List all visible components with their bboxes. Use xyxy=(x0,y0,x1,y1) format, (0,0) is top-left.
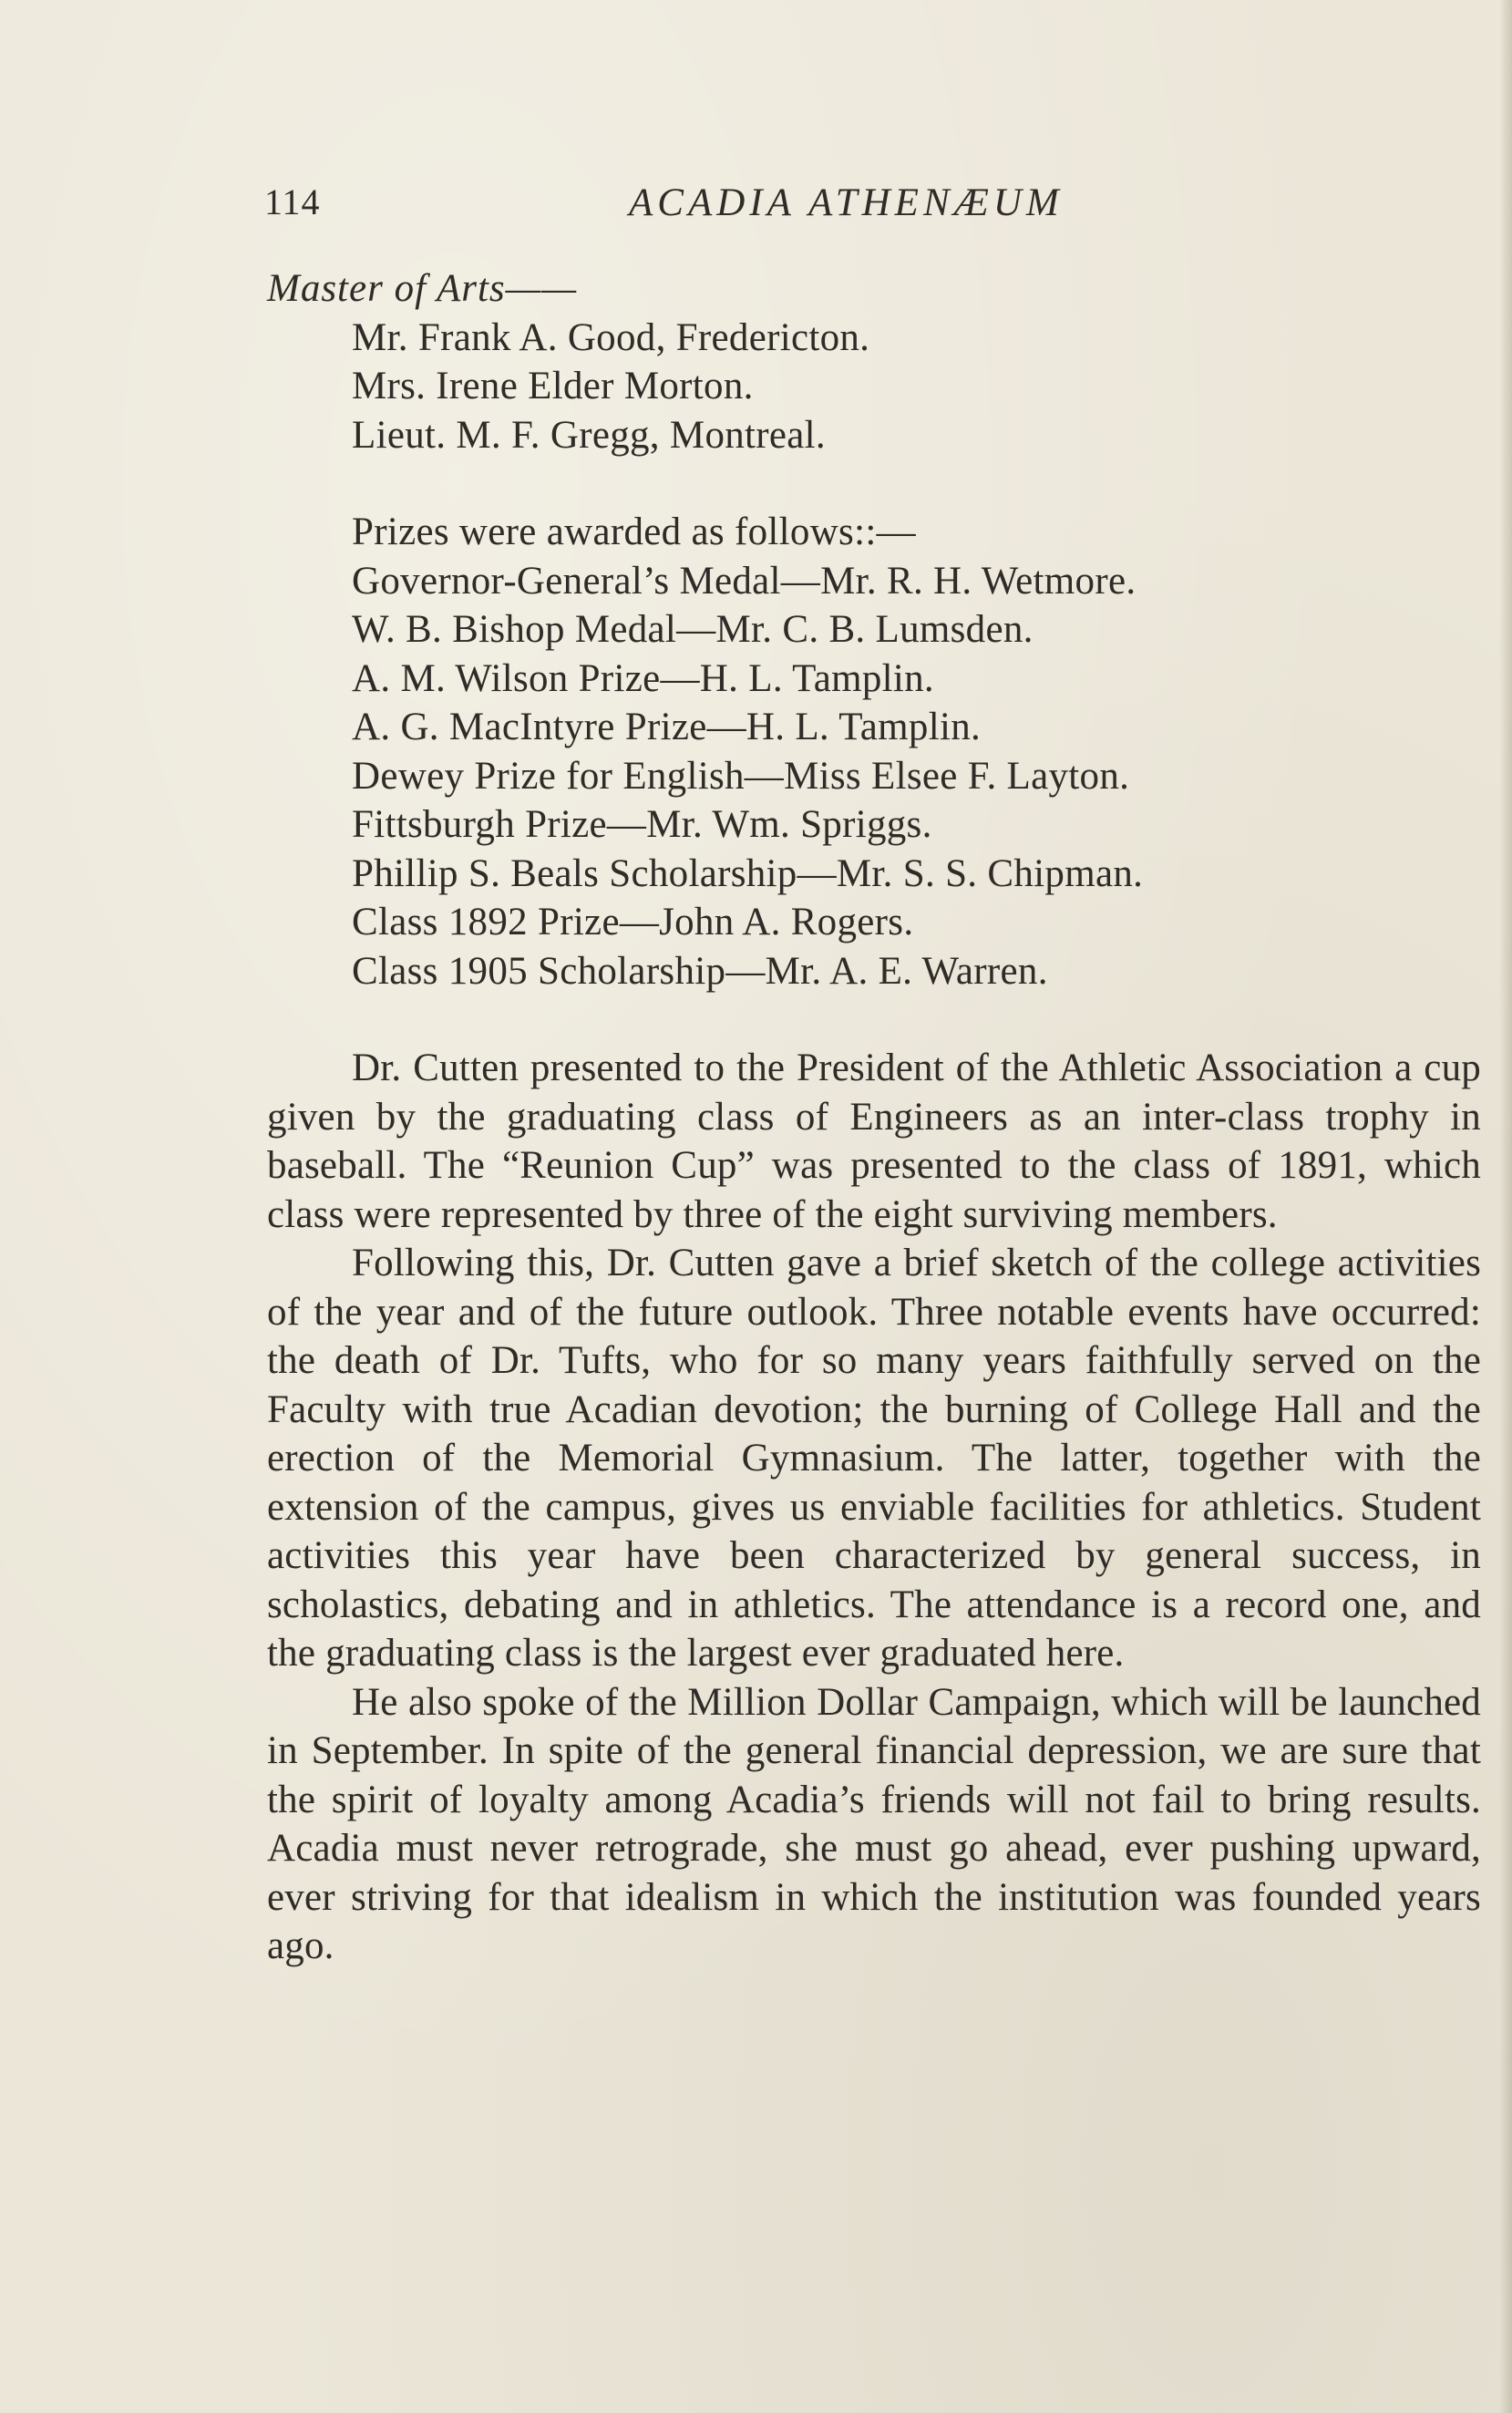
degree-recipients-list xyxy=(267,314,1481,460)
page-edge-shadow xyxy=(1499,0,1512,2413)
prizes-intro: Prizes were awarded as follows::— xyxy=(352,510,916,553)
degree-recipient: Mrs. Irene Elder Morton. xyxy=(352,365,754,407)
prize-item: W. B. Bishop Medal—Mr. C. B. Lumsden. xyxy=(352,608,1034,651)
paragraph: Dr. Cutten presented to the President of the Athletic Association a cup given by the graduating class of Engineers as an inter-class trophy in baseball. The “Reunion Cup” was presented to the class of 1891, which class were represented by three of the eight surviving members. xyxy=(267,1047,1481,1236)
prize-item: Class 1892 Prize—John A. Rogers. xyxy=(352,901,914,944)
degree-recipient: Lieut. M. F. Gregg, Montreal. xyxy=(352,413,826,457)
prizes-list xyxy=(267,508,1481,995)
degree-heading: Master of Arts—— xyxy=(267,267,578,310)
prize-item: Class 1905 Scholarship—Mr. A. E. Warren. xyxy=(352,949,1048,993)
prize-item: Governor-General’s Medal—Mr. R. H. Wetmore. xyxy=(352,559,1137,603)
prize-item: Fittsburgh Prize—Mr. Wm. Spriggs. xyxy=(352,803,932,846)
body-text xyxy=(267,264,1481,1971)
prize-item: Dewey Prize for English—Miss Elsee F. Layton. xyxy=(352,754,1130,798)
paragraph: Following this, Dr. Cutten gave a brief sketch of the college activities of the year and of the future outlook. Three notable events have occurred: the death of Dr. Tufts, who for so many years faithfully served on the Faculty with true Acadian devotion; the burning of College Hall and the erection of the Memorial Gymnasium. The latter, together with the extension of the campus, gives us enviable facilities for athletics. Student activities this year have been characterized by general success, in scholastics, debating and in athletics. The attendance is a record one, and the graduating class is the largest ever graduated here. xyxy=(267,1242,1481,1675)
page-number: 114 xyxy=(264,181,321,222)
spacer xyxy=(267,995,1481,1044)
degree-recipient: Mr. Frank A. Good, Fredericton. xyxy=(352,315,870,359)
spacer xyxy=(267,459,1481,508)
prize-item: A. M. Wilson Prize—H. L. Tamplin. xyxy=(352,656,934,700)
paragraph: He also spoke of the Million Dollar Campaign, which will be launched in September. In spite of the general financial depression, we are sure that the spirit of loyalty among Acadia’s friends will not fail to bring results. Acadia must never retrograde, she must go ahead, ever pushing upward, ever striving for that idealism in which the institution was founded years ago. xyxy=(267,1680,1481,1967)
prize-item: A. G. MacIntyre Prize—H. L. Tamplin. xyxy=(352,706,982,748)
prize-item: Phillip S. Beals Scholarship—Mr. S. S. Chipman. xyxy=(352,851,1144,895)
running-title: ACADIA ATHENÆUM xyxy=(629,181,1064,224)
